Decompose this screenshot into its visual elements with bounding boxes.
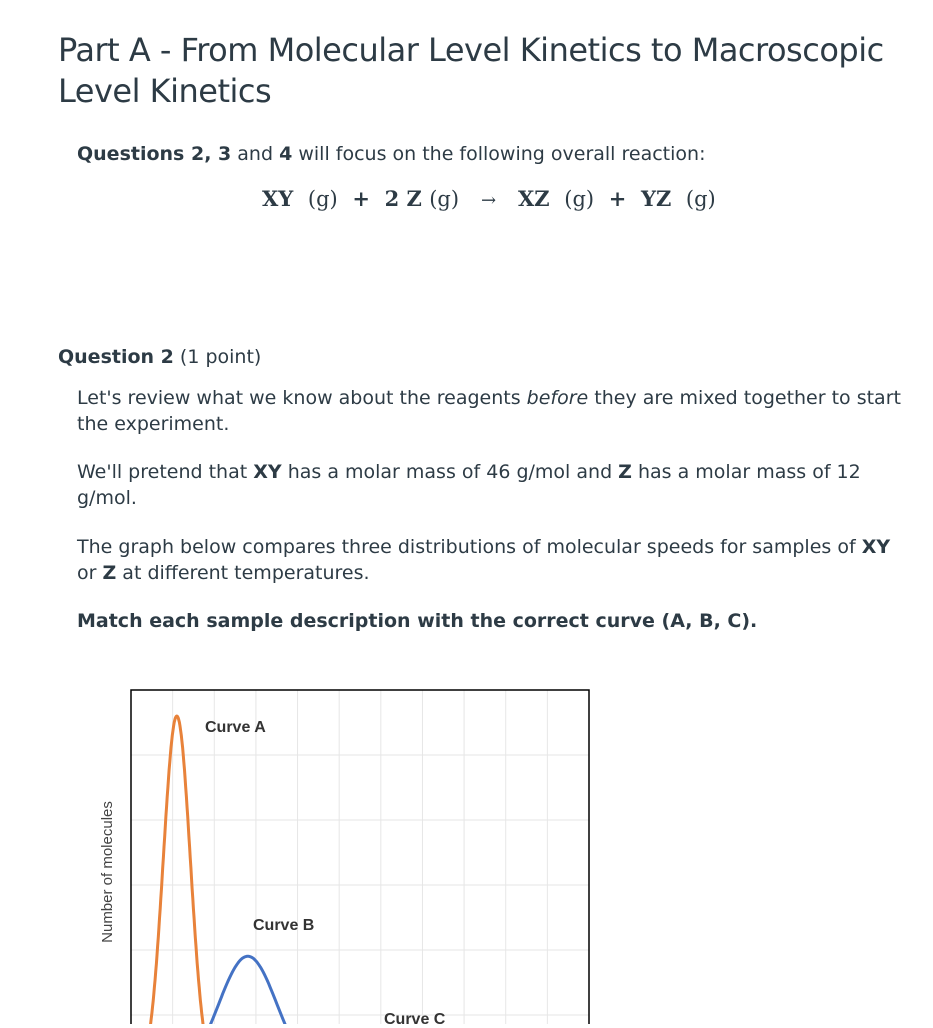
question-label: Question 2 — [58, 346, 174, 368]
plot-frame — [131, 690, 589, 1024]
p2-z: Z — [618, 461, 632, 483]
chart-svg — [88, 680, 608, 1024]
p2-text-c: has a molar mass of 12 g/mol. — [77, 461, 861, 509]
question-points: (1 point) — [173, 346, 262, 368]
page-title: Part A - From Molecular Level Kinetics to Macroscopic Level Kinetics — [58, 31, 884, 110]
intro-four-bold: 4 — [279, 143, 293, 165]
curve-b-line — [137, 956, 360, 1024]
state-xz: (g) — [564, 187, 595, 211]
product-yz: YZ — [640, 186, 672, 211]
curve-a-label: Curve A — [205, 719, 266, 736]
curve-b-label: Curve B — [253, 917, 315, 934]
chart-grid — [131, 690, 589, 1024]
reaction-equation — [262, 186, 716, 211]
p1-text-a: Let's review what we know about the reagents — [77, 387, 527, 409]
speed-distribution-chart — [88, 680, 608, 1024]
intro-text — [77, 141, 705, 167]
p2-text-b: has a molar mass of 46 g/mol and — [281, 461, 619, 483]
intro-suffix: will focus on the following overall reaction: — [292, 143, 706, 165]
y-axis-label: Number of molecules — [99, 801, 116, 943]
question-paragraph-3 — [77, 534, 907, 586]
curve-c-label: Curve C — [384, 1011, 446, 1024]
reaction-arrow: → — [480, 190, 497, 211]
p2-text-a: We'll pretend that — [77, 461, 254, 483]
plus-sign-1: + — [352, 186, 370, 211]
state-z: (g) — [429, 187, 460, 211]
p3-z: Z — [102, 562, 117, 584]
question-paragraph-1 — [77, 385, 907, 437]
intro-and: and — [231, 143, 280, 165]
p1-text-b: they are mixed together to start the experiment. — [77, 387, 901, 435]
p3-text-c: at different temperatures. — [116, 562, 370, 584]
chart-curves — [120, 716, 499, 1024]
question-paragraph-2 — [77, 459, 907, 511]
state-xy: (g) — [307, 187, 338, 211]
reactant-xy: XY — [262, 186, 294, 211]
p3-xy: XY — [861, 536, 891, 558]
question-instruction: Match each sample description with the correct curve (A, B, C). — [77, 610, 758, 632]
state-yz: (g) — [685, 187, 716, 211]
intro-questions-bold: Questions 2, 3 — [77, 143, 232, 165]
reactant-z: 2 Z — [384, 186, 422, 211]
p2-xy: XY — [253, 461, 282, 483]
p3-text-a: The graph below compares three distributions of molecular speeds for samples of — [77, 536, 862, 558]
plus-sign-2: + — [608, 186, 627, 211]
curve-a-line — [126, 716, 228, 1024]
product-xz: XZ — [518, 186, 550, 211]
question-header — [58, 344, 261, 370]
p1-emphasis: before — [526, 387, 589, 409]
p3-text-b: or — [77, 562, 103, 584]
